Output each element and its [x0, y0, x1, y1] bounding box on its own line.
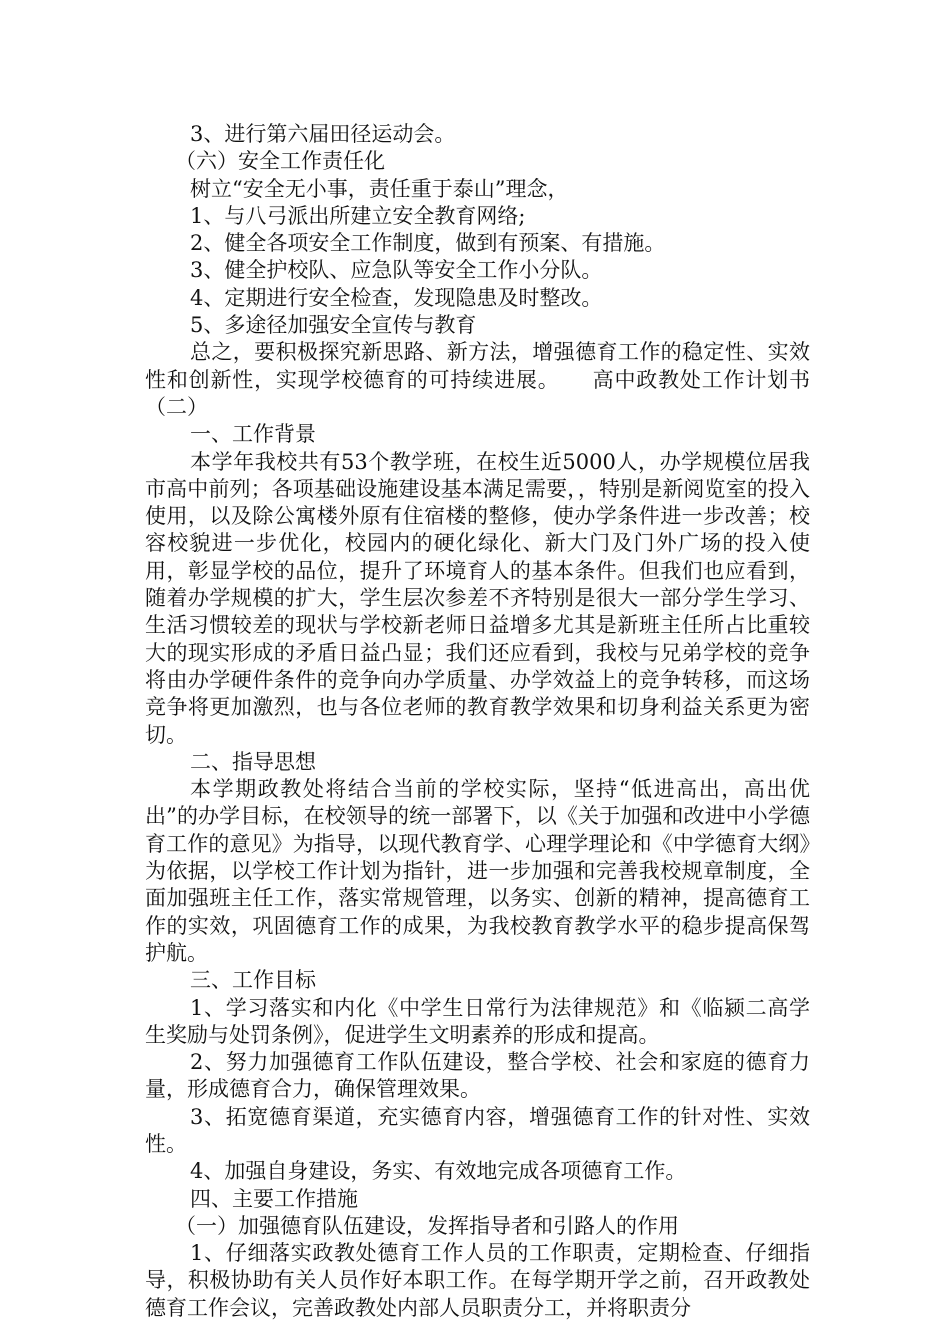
paragraph-background: 本学年我校共有53个教学班，在校生近5000人，办学规模位居我市高中前列；各项基础设施建设基本满足需要，，特别是新阅览室的投入使用，以及除公寓楼外原有住宿楼的整修，使办学条件进一步改善；校容校貌进一步优化，校园内的硬化绿化、新大门及门外广场的投入使用，彰显学校的品位，提升了环境育人的基本条件。但我们也应看到，随着办学规模的扩大，学生层次参差不齐特别是很大一部分学生学习、生活习惯较差的现状与学校新老师日益增多尤其是新班主任所占比重较大的现实形成的矛盾日益凸显；我们还应看到，我校与兄弟学校的竞争将由办学硬件条件的竞争向办学质量、办学效益上的竞争转移，而这场竞争将更加激烈，也与各位老师的教育教学效果和切身利益关系更为密切。 [145, 449, 810, 747]
subheading-team-building: （一）加强德育队伍建设，发挥指导者和引路人的作用 [175, 1213, 679, 1238]
paragraph-1: 3、进行第六届田径运动会。 [190, 122, 456, 146]
paragraph-goal-1: 1、学习落实和内化《中学生日常行为法律规范》和《临颍二高学生奖励与处罚条例》，促进学生文明素养的形成和提高。 [145, 995, 810, 1047]
paragraph-goal-2: 2、努力加强德育工作队伍建设，整合学校、社会和家庭的德育力量，形成德育合力，确保管理效果。 [145, 1050, 810, 1102]
paragraph-8: 5、多途径加强安全宣传与教育 [190, 313, 477, 338]
document-page [145, 121, 810, 1322]
heading-main-measures: 四、主要工作措施 [190, 1186, 358, 1211]
paragraph-guiding-thought: 本学期政教处将结合当前的学校实际，坚持“低进高出，高出优出”的办学目标，在校领导的统一部署下，以《关于加强和改进中小学德育工作的意见》为指导，以现代教育学、心理学理论和《中学德育大纲》为依据，以学校工作计划为指针，进一步加强和完善我校规章制度，全面加强班主任工作，落实常规管理，以务实、创新的精神，提高德育工作的实效，巩固德育工作的成果，为我校教育教学水平的稳步提高保驾护航。 [145, 777, 810, 965]
paragraph-measure-1: 1、仔细落实政教处德育工作人员的工作职责，定期检查、仔细指导，积极协助有关人员作好本职工作。在每学期开学之前，召开政教处德育工作会议，完善政教处内部人员职责分工，并将职责分 [145, 1241, 810, 1320]
paragraph-6: 3、健全护校队、应急队等安全工作小分队。 [190, 258, 603, 283]
paragraph-summary: 总之，要积极探究新思路、新方法，增强德育工作的稳定性、实效性和创新性，实现学校德育的可持续进展。 高中政教处工作计划书（二） [145, 340, 810, 419]
heading-work-background: 一、工作背景 [190, 422, 316, 447]
heading-guiding-thought: 二、指导思想 [190, 749, 316, 774]
paragraph-goal-3: 3、拓宽德育渠道，充实德育内容，增强德育工作的针对性、实效性。 [145, 1104, 810, 1156]
paragraph-3: 树立“安全无小事，责任重于泰山”理念， [190, 176, 569, 201]
section-heading-safety: （六）安全工作责任化 [175, 149, 385, 174]
paragraph-4: 1、与八弓派出所建立安全教育网络; [190, 203, 526, 228]
heading-work-goals: 三、工作目标 [190, 968, 316, 993]
paragraph-7: 4、定期进行安全检查，发现隐患及时整改。 [190, 285, 603, 310]
paragraph-5: 2、健全各项安全工作制度，做到有预案、有措施。 [190, 231, 666, 256]
paragraph-goal-4: 4、加强自身建设，务实、有效地完成各项德育工作。 [190, 1159, 687, 1184]
